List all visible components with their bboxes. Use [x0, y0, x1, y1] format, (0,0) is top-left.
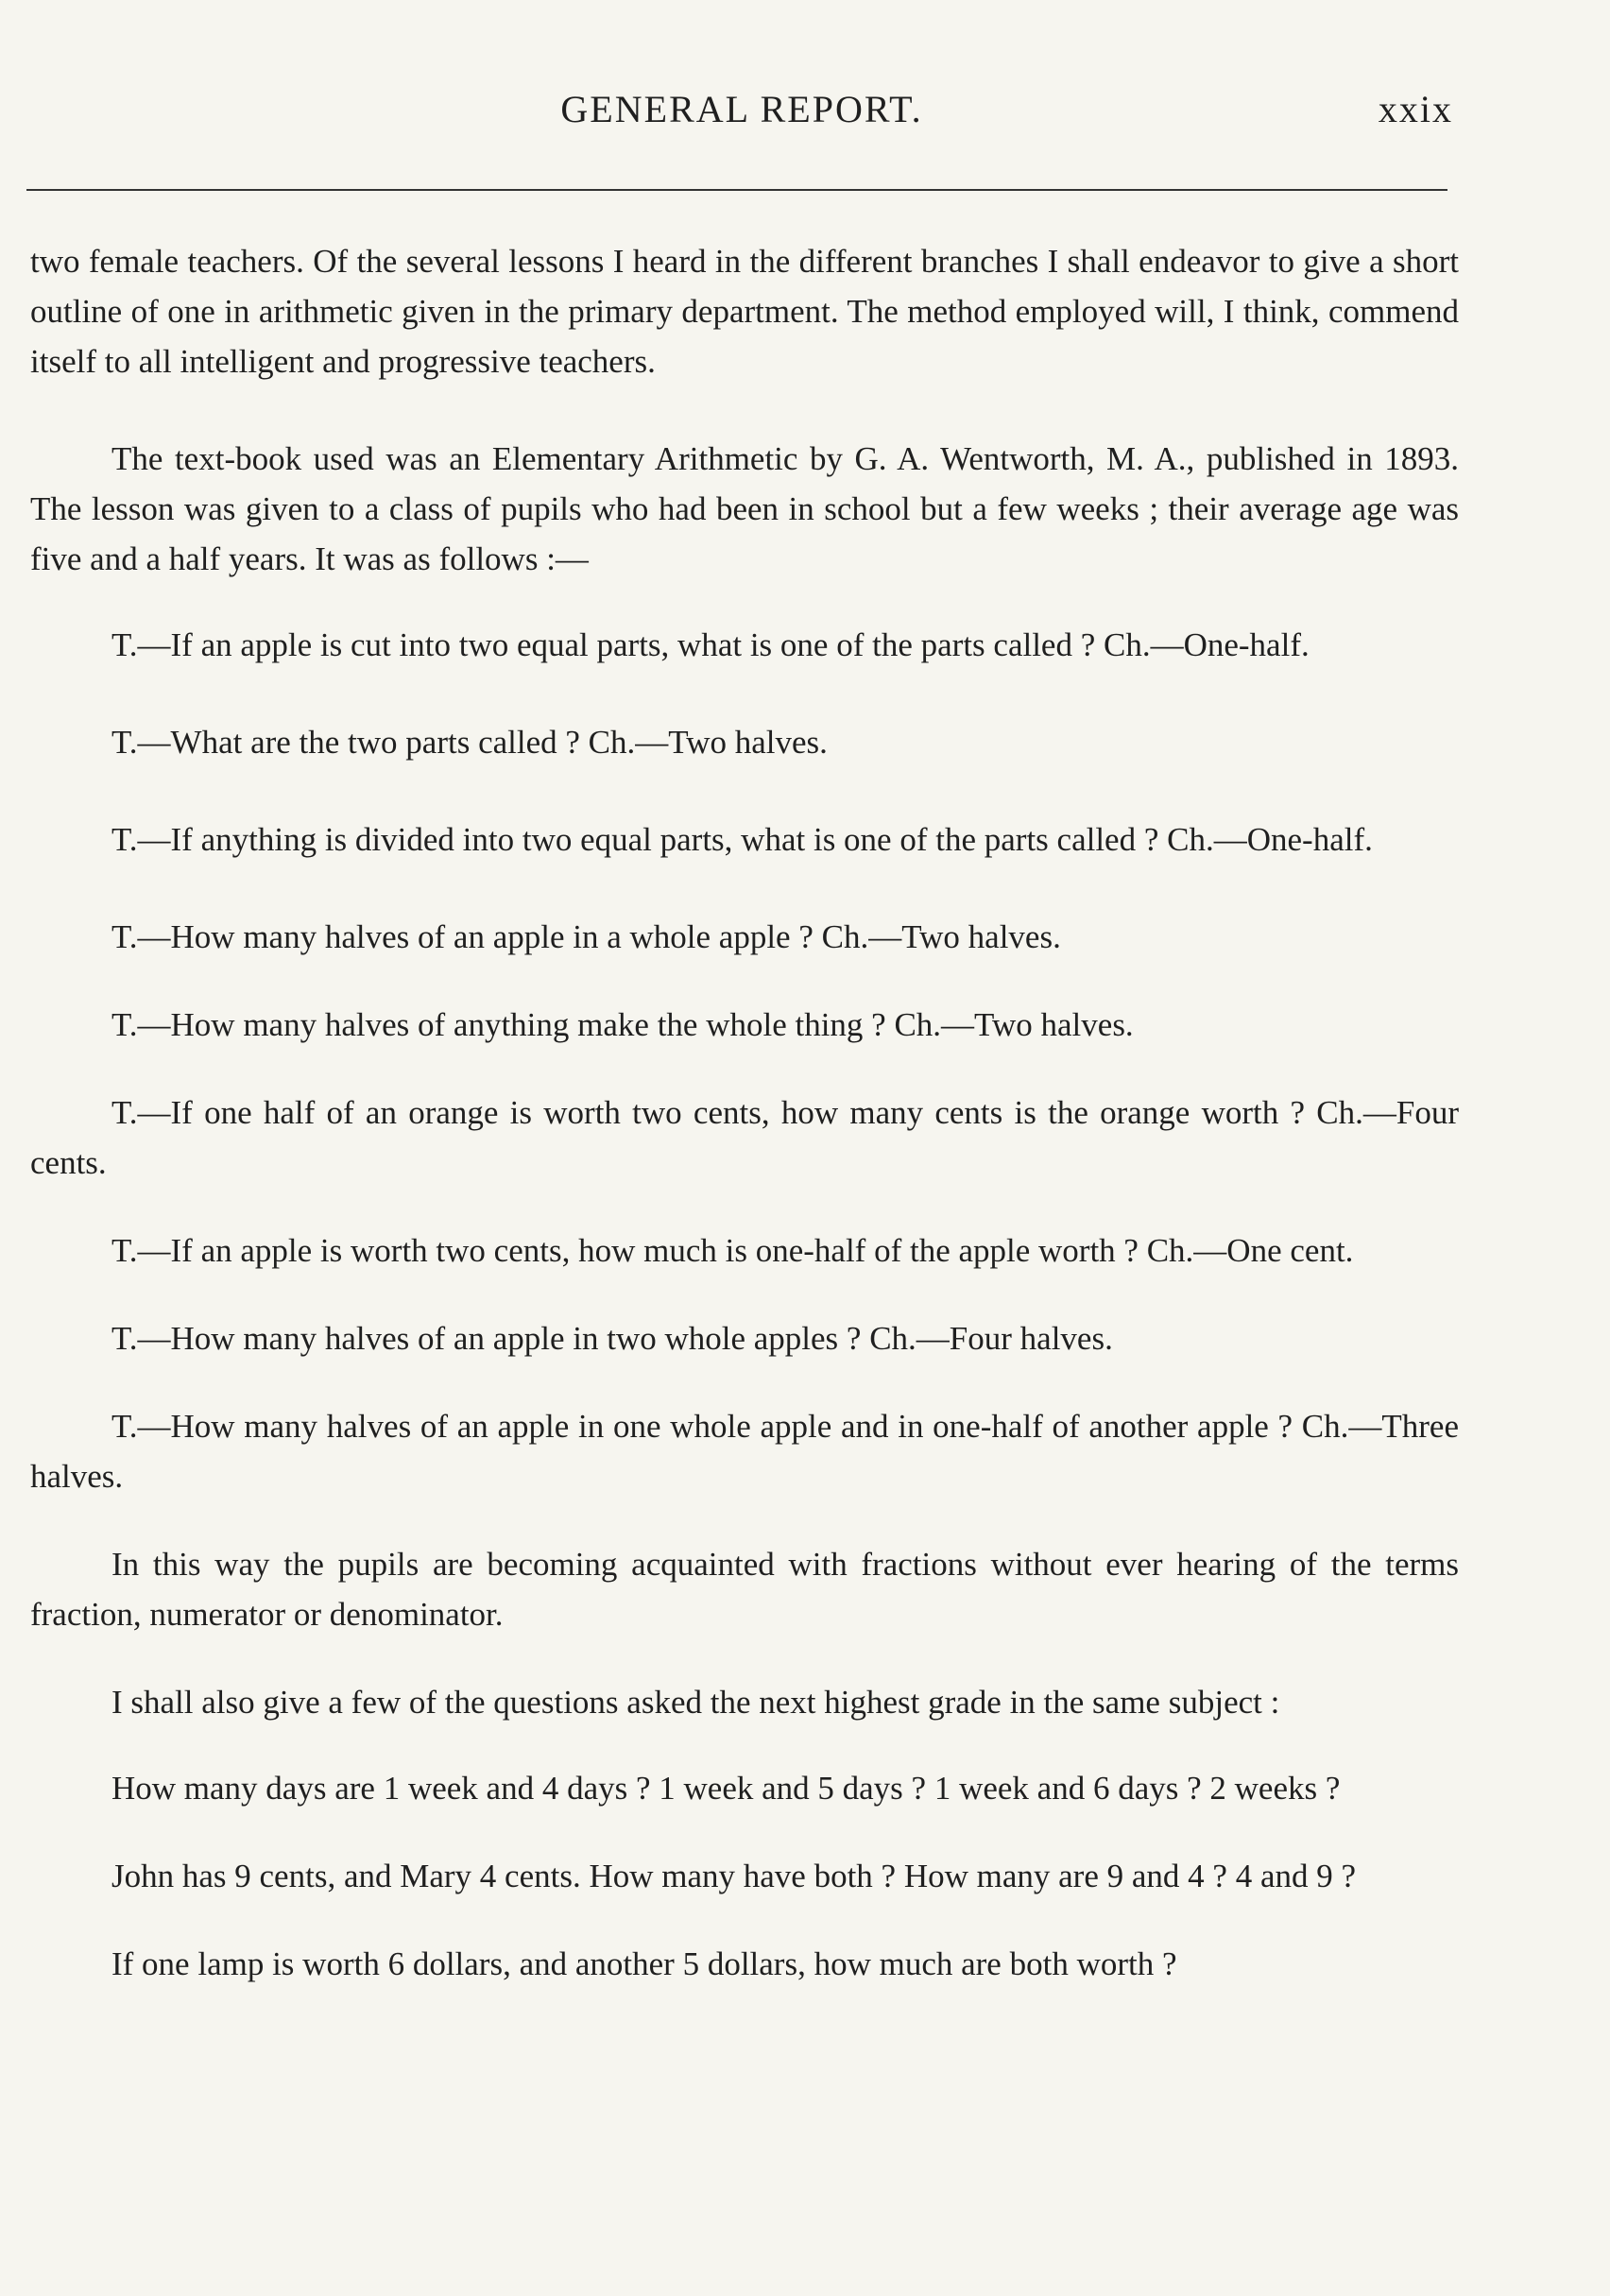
paragraph: The text-book used was an Elementary Arithmetic by G. A. Wentworth, M. A., published in 1893. The lesson was given to a class of pupils who had been in school but a few weeks ; their average age was five and a half years. It was as follows :— [30, 440, 1459, 577]
question-line: How many days are 1 week and 4 days ? 1 week and 5 days ? 1 week and 6 days ? 2 weeks ? [111, 1770, 1341, 1807]
paragraph: I shall also give a few of the questions asked the next highest grade in the same subject : [111, 1684, 1280, 1721]
dialogue-line: T.—If an apple is worth two cents, how much is one-half of the apple worth ? Ch.—One cent. [111, 1232, 1354, 1269]
question-line: If one lamp is worth 6 dollars, and another 5 dollars, how much are both worth ? [111, 1945, 1177, 1982]
dialogue-line: T.—How many halves of anything make the whole thing ? Ch.—Two halves. [111, 1006, 1134, 1043]
body-text [30, 236, 1459, 1989]
paragraph: In this way the pupils are becoming acquainted with fractions without ever hearing of the terms fraction, numerator or denominator. [30, 1546, 1459, 1633]
page-header-title: GENERAL REPORT. [560, 88, 923, 130]
dialogue-line: T.—If anything is divided into two equal parts, what is one of the parts called ? Ch.—One-half. [111, 821, 1373, 858]
dialogue-line: T.—If an apple is cut into two equal parts, what is one of the parts called ? Ch.—One-half. [111, 626, 1310, 663]
dialogue-line: T.—How many halves of an apple in one whole apple and in one-half of another apple ? Ch.—Three halves. [30, 1408, 1459, 1495]
page-number: xxix [1378, 88, 1453, 130]
header-rule [26, 189, 1447, 191]
dialogue-line: T.—What are the two parts called ? Ch.—Two halves. [111, 724, 828, 761]
dialogue-line: T.—How many halves of an apple in a whole apple ? Ch.—Two halves. [111, 918, 1061, 955]
dialogue-line: T.—How many halves of an apple in two whole apples ? Ch.—Four halves. [111, 1320, 1113, 1357]
question-line: John has 9 cents, and Mary 4 cents. How many have both ? How many are 9 and 4 ? 4 and 9 ? [111, 1858, 1357, 1894]
dialogue-line: T.—If one half of an orange is worth two cents, how many cents is the orange worth ? Ch.—Four cents. [30, 1094, 1459, 1181]
running-header [30, 87, 1453, 144]
paragraph: two female teachers. Of the several lessons I heard in the different branches I shall endeavor to give a short outline of one in arithmetic given in the primary department. The method employed will, I think, commend itself to all intelligent and progressive teachers. [30, 243, 1459, 380]
